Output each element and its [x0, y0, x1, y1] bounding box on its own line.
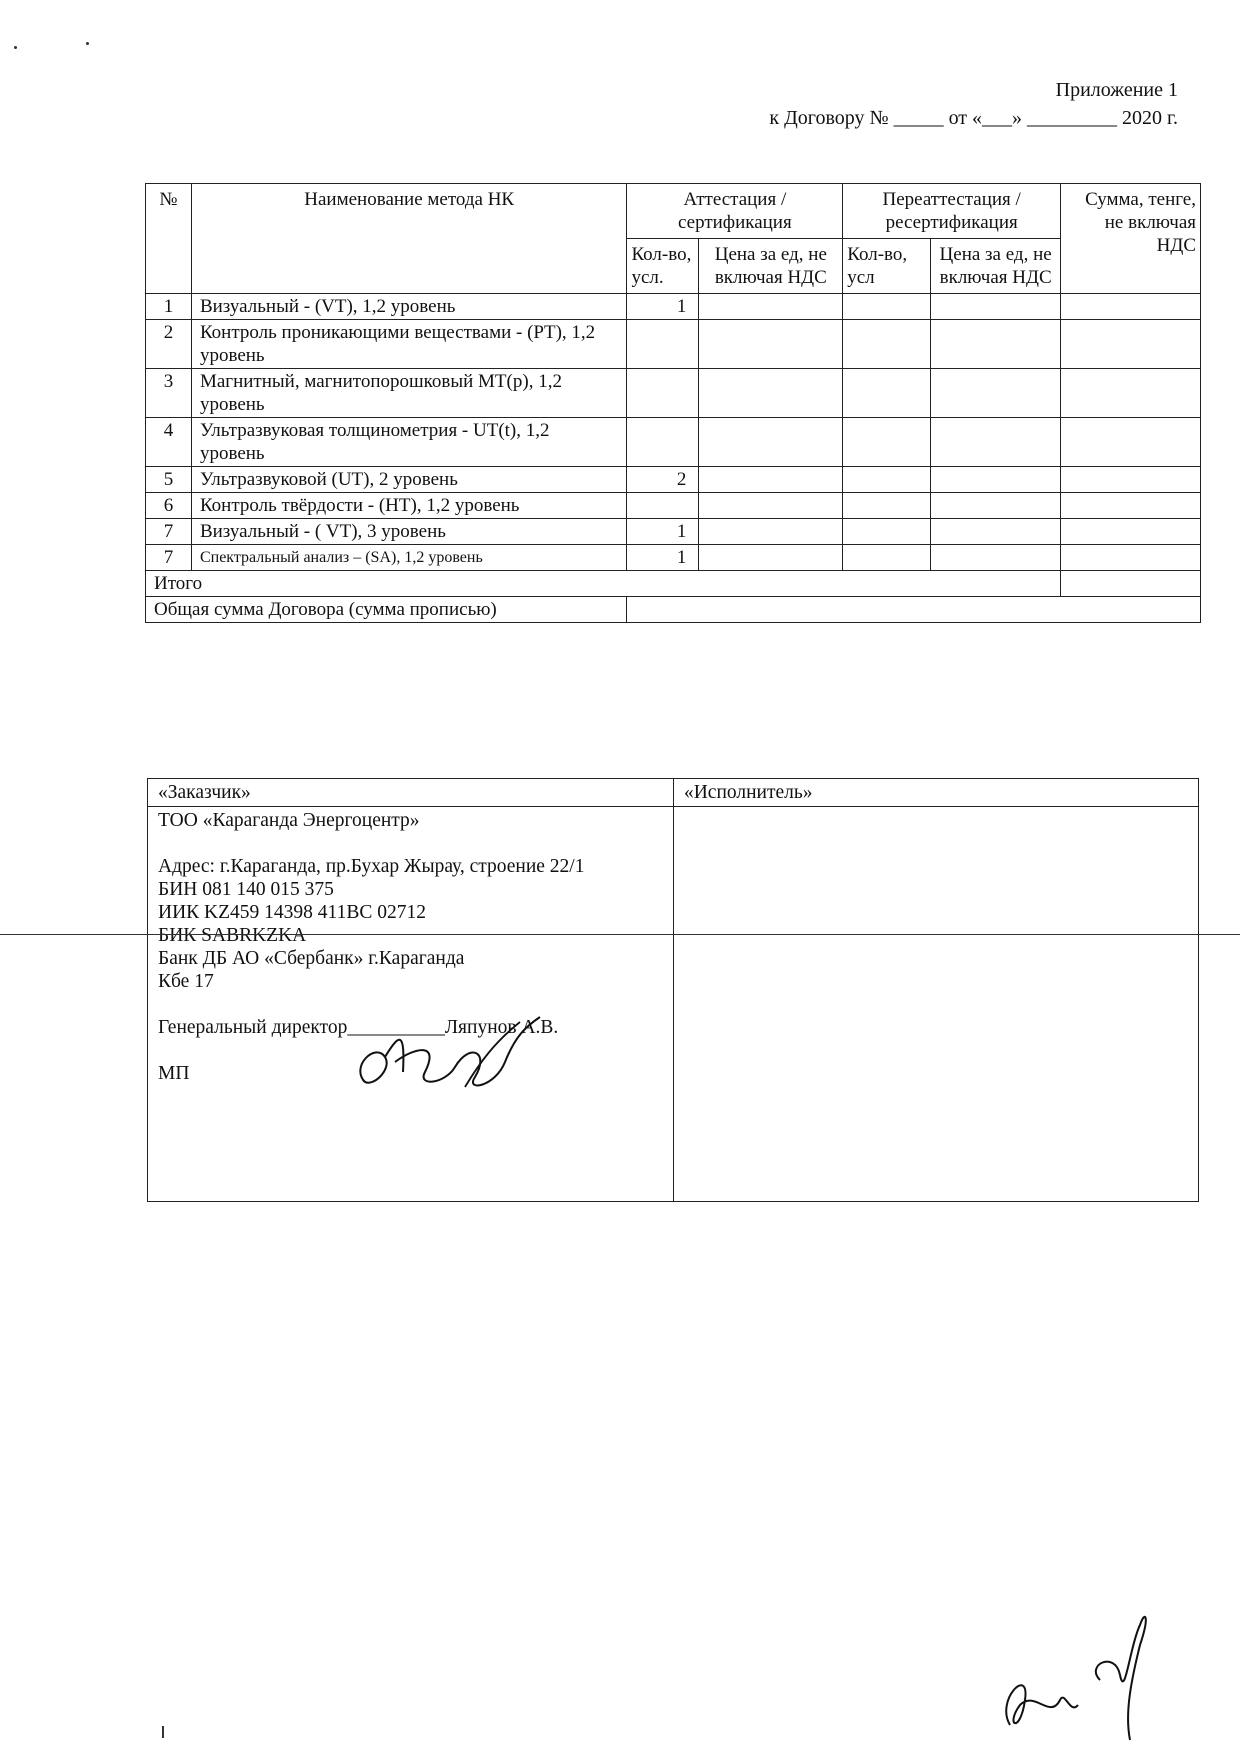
grand-total-label: Общая сумма Договора (сумма прописью) — [146, 597, 627, 623]
customer-bank: Банк ДБ АО «Сбербанк» г.Караганда — [158, 948, 465, 969]
stamp-placeholder: МП — [158, 1063, 190, 1084]
row-price-b — [931, 418, 1061, 467]
row-sum — [1061, 493, 1201, 519]
table-row — [146, 545, 1201, 571]
row-qty-b — [843, 519, 931, 545]
row-price-b — [931, 493, 1061, 519]
row-sum — [1061, 545, 1201, 571]
attestation-price-header: Цена за ед, не включая НДС — [699, 239, 843, 294]
table-row — [146, 418, 1201, 467]
contract-reference: к Договору № _____ от «___» _________ 2020 г. — [769, 107, 1178, 129]
row-price-a — [699, 320, 843, 369]
table-row — [146, 467, 1201, 493]
row-sum — [1061, 294, 1201, 320]
parties-details-row — [148, 807, 1199, 1202]
row-number: 7 — [146, 545, 192, 571]
row-number: 7 — [146, 519, 192, 545]
scan-speck — [14, 46, 17, 49]
col-number-header: № — [146, 184, 192, 294]
customer-bik: БИК SABRKZKA — [158, 925, 307, 946]
table-row — [146, 320, 1201, 369]
contractor-label: «Исполнитель» — [673, 779, 1198, 807]
row-number: 5 — [146, 467, 192, 493]
row-qty: 2 — [627, 467, 699, 493]
row-method: Магнитный, магнитопорошковый МТ(р), 1,2 уровень — [191, 369, 627, 418]
table-row — [146, 493, 1201, 519]
customer-iik: ИИК KZ459 14398 411BC 02712 — [158, 902, 426, 923]
grand-total-value — [627, 597, 1201, 623]
scan-speck — [86, 42, 89, 45]
row-sum — [1061, 418, 1201, 467]
row-qty — [627, 369, 699, 418]
row-qty-b — [843, 418, 931, 467]
row-price-a — [699, 545, 843, 571]
row-qty-b — [843, 294, 931, 320]
customer-kbe: Кбе 17 — [158, 971, 214, 992]
customer-label: «Заказчик» — [148, 779, 674, 807]
row-number: 4 — [146, 418, 192, 467]
reattestation-qty-header: Кол-во, усл — [843, 239, 931, 294]
row-method: Визуальный - ( VT), 3 уровень — [191, 519, 627, 545]
row-qty: 1 — [627, 294, 699, 320]
row-number: 1 — [146, 294, 192, 320]
row-qty-b — [843, 467, 931, 493]
row-method: Контроль твёрдости - (НТ), 1,2 уровень — [191, 493, 627, 519]
row-qty-b — [843, 369, 931, 418]
grand-total-row — [146, 597, 1201, 623]
col-method-header: Наименование метода НК — [191, 184, 627, 294]
customer-details — [148, 807, 674, 1202]
attestation-group-header: Аттестация / сертификация — [627, 184, 843, 239]
row-method: Контроль проникающими веществами - (PT), 1,2 уровень — [191, 320, 627, 369]
reattestation-price-header: Цена за ед, не включая НДС — [931, 239, 1061, 294]
row-price-b — [931, 294, 1061, 320]
row-sum — [1061, 519, 1201, 545]
total-value — [1061, 571, 1201, 597]
row-price-a — [699, 369, 843, 418]
row-number: 2 — [146, 320, 192, 369]
row-price-a — [699, 294, 843, 320]
table-row — [146, 519, 1201, 545]
corner-initials-icon — [990, 1605, 1170, 1745]
appendix-label: Приложение 1 — [1055, 79, 1178, 101]
customer-name: ТОО «Караганда Энергоцентр» — [158, 810, 420, 831]
customer-bin: БИН 081 140 015 375 — [158, 879, 334, 900]
row-sum — [1061, 369, 1201, 418]
row-qty — [627, 418, 699, 467]
row-price-a — [699, 493, 843, 519]
table-header-row — [146, 184, 1201, 239]
parties-table — [147, 778, 1199, 1202]
row-price-b — [931, 467, 1061, 493]
row-price-a — [699, 519, 843, 545]
contractor-details — [673, 807, 1198, 1202]
row-sum — [1061, 320, 1201, 369]
row-qty: 1 — [627, 545, 699, 571]
row-method: Ультразвуковой (UT), 2 уровень — [191, 467, 627, 493]
row-price-a — [699, 467, 843, 493]
scan-artifact-line — [0, 934, 1240, 935]
row-number: 6 — [146, 493, 192, 519]
row-qty: 1 — [627, 519, 699, 545]
row-qty — [627, 493, 699, 519]
scan-speck — [162, 1726, 164, 1738]
table-row — [146, 369, 1201, 418]
row-price-b — [931, 320, 1061, 369]
row-qty-b — [843, 545, 931, 571]
total-row — [146, 571, 1201, 597]
row-sum — [1061, 467, 1201, 493]
row-qty-b — [843, 320, 931, 369]
customer-address: Адрес: г.Караганда, пр.Бухар Жырау, строение 22/1 — [158, 856, 585, 877]
customer-director: Генеральный директор__________Ляпунов А.В. — [158, 1017, 559, 1038]
row-price-b — [931, 519, 1061, 545]
total-label: Итого — [146, 571, 1061, 597]
table-row — [146, 294, 1201, 320]
row-price-b — [931, 369, 1061, 418]
row-price-b — [931, 545, 1061, 571]
attestation-qty-header: Кол-во, усл. — [627, 239, 699, 294]
row-method: Ультразвуковая толщинометрия - UT(t), 1,2 уровень — [191, 418, 627, 467]
row-qty-b — [843, 493, 931, 519]
reattestation-group-header: Переаттестация /ресертификация — [843, 184, 1061, 239]
document-header — [769, 76, 1178, 132]
director-signature-icon — [345, 1012, 545, 1112]
col-sum-header: Сумма, тенге, не включая НДС — [1061, 184, 1201, 294]
row-price-a — [699, 418, 843, 467]
row-qty — [627, 320, 699, 369]
price-table — [145, 183, 1201, 623]
row-method: Визуальный - (VT), 1,2 уровень — [191, 294, 627, 320]
row-method: Спектральный анализ – (SA), 1,2 уровень — [191, 545, 627, 571]
row-number: 3 — [146, 369, 192, 418]
parties-header-row — [148, 779, 1199, 807]
